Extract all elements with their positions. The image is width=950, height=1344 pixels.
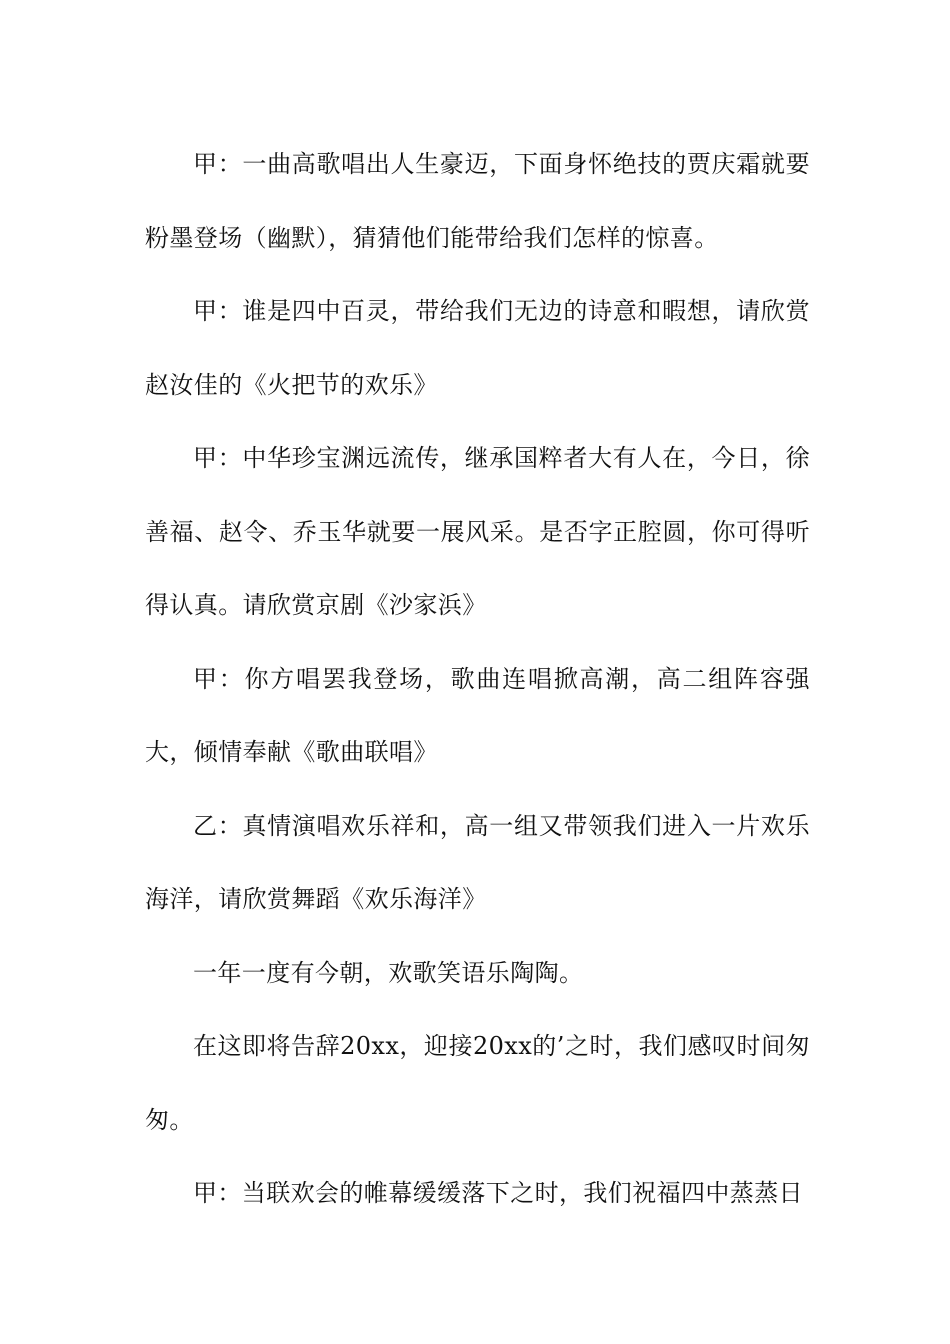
paragraph-3: 甲：中华珍宝渊远流传，继承国粹者大有人在，今日，徐善福、赵令、乔玉华就要一展风采。是否字正腔圆，你可得听得认真。请欣赏京剧《沙家浜》: [145, 444, 810, 619]
document-body: [145, 128, 810, 1231]
paragraph-1: 甲：一曲高歌唱出人生豪迈，下面身怀绝技的贾庆霜就要粉墨登场（幽默），猜猜他们能带给我们怎样的惊喜。: [145, 150, 810, 252]
paragraph-7: 在这即将告辞20xx，迎接20xx的’之时，我们感叹时间匆匆。: [145, 1032, 810, 1134]
paragraph-6: 一年一度有今朝，欢歌笑语乐陶陶。: [193, 958, 584, 987]
paragraph-2: 甲：谁是四中百灵，带给我们无边的诗意和暇想，请欣赏赵汝佳的《火把节的欢乐》: [145, 297, 810, 399]
paragraph-4: 甲：你方唱罢我登场，歌曲连唱掀高潮，高二组阵容强大，倾情奉献《歌曲联唱》: [145, 664, 810, 766]
paragraph-5: 乙：真情演唱欢乐祥和，高一组又带领我们进入一片欢乐海洋，请欣赏舞蹈《欢乐海洋》: [145, 811, 810, 913]
paragraph-8: 甲：当联欢会的帷幕缓缓落下之时，我们祝福四中蒸蒸日: [193, 1179, 803, 1207]
